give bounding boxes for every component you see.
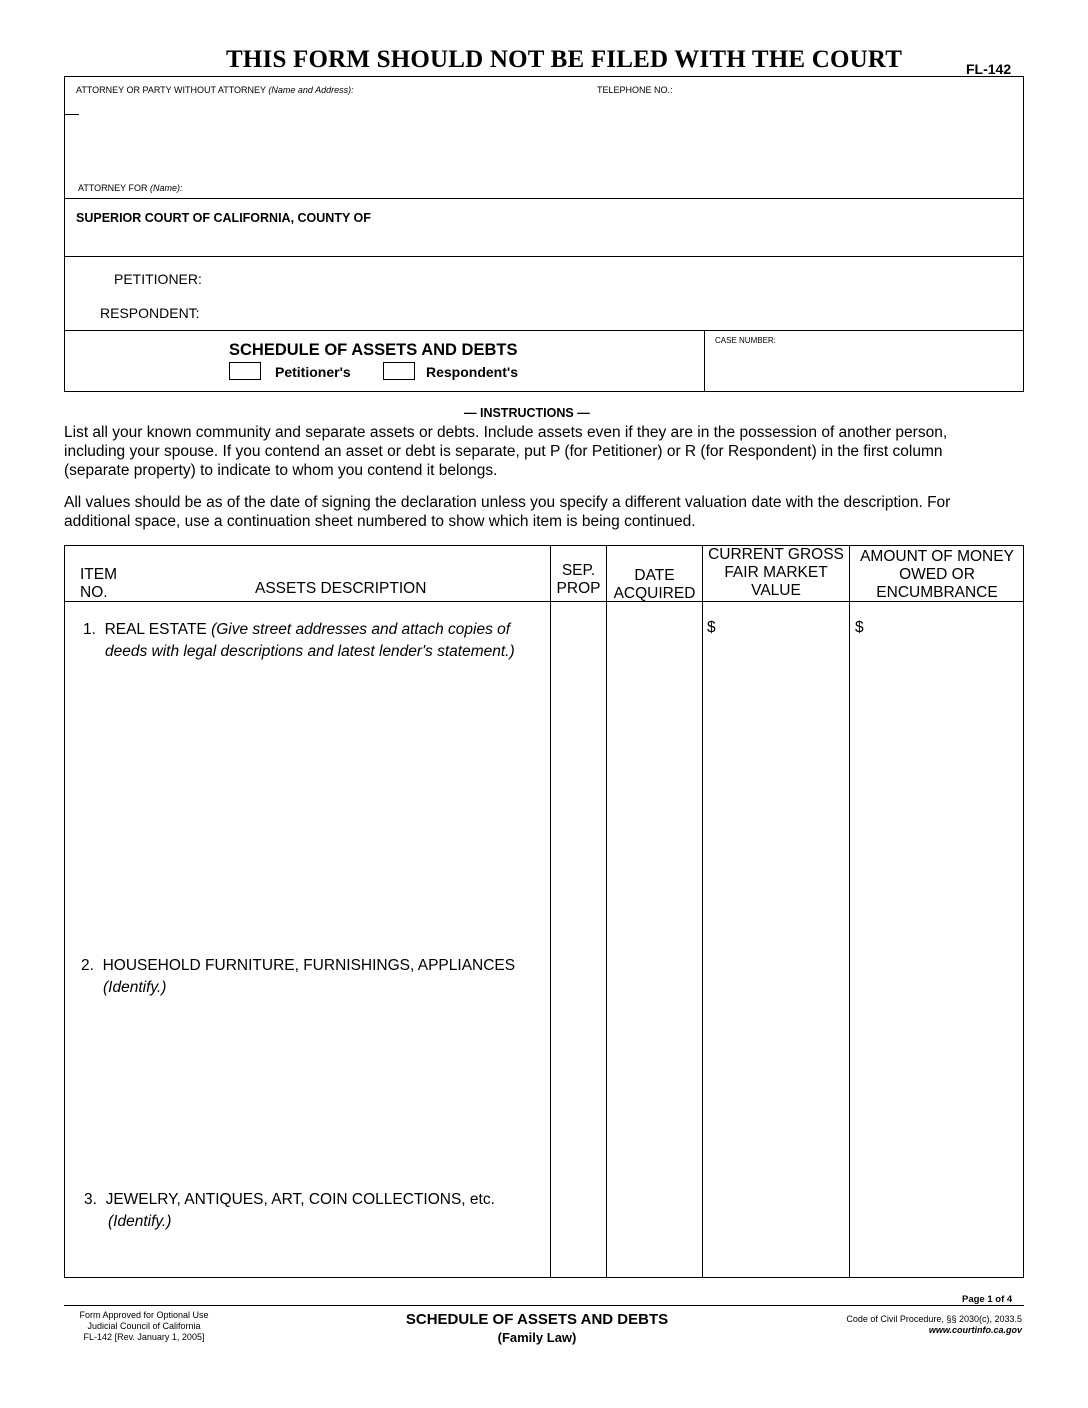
footer-divider (64, 1305, 1024, 1306)
telephone-label: TELEPHONE NO.: (597, 85, 673, 95)
respondents-checkbox[interactable] (383, 362, 415, 380)
column-divider (606, 546, 607, 1277)
respondents-label: Respondent's (426, 364, 519, 380)
assets-table (64, 545, 1024, 1278)
respondent-label: RESPONDENT: (100, 305, 200, 321)
list-item: 2. HOUSEHOLD FURNITURE, FURNISHINGS, APPLIANCES (Identify.) (81, 957, 516, 996)
caption-box (64, 76, 1024, 392)
petitioners-label: Petitioner's (275, 364, 351, 380)
petitioners-checkbox[interactable] (229, 362, 261, 380)
footer-title: SCHEDULE OF ASSETS AND DEBTS (405, 1311, 669, 1328)
list-item: 3. JEWELRY, ANTIQUES, ART, COIN COLLECTIONS, etc. (Identify.) (84, 1191, 495, 1230)
case-number-label: CASE NUMBER: (715, 336, 776, 345)
case-number-field[interactable] (713, 349, 1013, 385)
court-label: SUPERIOR COURT OF CALIFORNIA, COUNTY OF (76, 211, 371, 225)
footer-legal-reference: Code of Civil Procedure, §§ 2030(c), 2033.5 www.courtinfo.ca.gov (846, 1314, 1022, 1335)
header-assets-description: ASSETS DESCRIPTION (255, 580, 427, 597)
divider (704, 330, 705, 391)
header-amount-owed: AMOUNT OF MONEY OWED OR ENCUMBRANCE (860, 548, 1014, 601)
divider (65, 256, 1023, 257)
attorney-name-address-field[interactable] (75, 107, 955, 183)
instructions-paragraph-1: List all your known community and separate assets or debts. Include assets even if they are in the possession of another person, including your spouse. If you contend an asset or debt is separate, put P (for Petitioner) or R (for Respondent) in the first column (separate property) to indicate to whom you contend it belongs. (64, 424, 948, 479)
attorney-for-label: ATTORNEY FOR (Name): (78, 183, 183, 193)
column-divider (849, 546, 850, 1277)
petitioner-field[interactable] (215, 267, 1005, 289)
header-sep-prop: SEP. PROP (556, 562, 601, 597)
column-divider (702, 546, 703, 1277)
petitioner-label: PETITIONER: (114, 271, 202, 287)
dollar-sign: $ (707, 619, 716, 636)
dollar-sign: $ (855, 619, 864, 636)
instructions-paragraph-2: All values should be as of the date of signing the declaration unless you specify a different valuation date with the description. For additional space, use a continuation sheet numbered to show which item is being continued. (64, 494, 951, 530)
instructions-heading: — INSTRUCTIONS — (464, 406, 590, 420)
header-current-value: CURRENT GROSS FAIR MARKET VALUE (708, 546, 844, 599)
divider (65, 330, 1023, 331)
schedule-title: SCHEDULE OF ASSETS AND DEBTS (229, 341, 518, 359)
divider (65, 198, 1023, 199)
column-divider (550, 546, 551, 1277)
list-item: 1. REAL ESTATE (Give street addresses and attach copies of deeds with legal descriptions and latest lender's statement.) (83, 621, 515, 660)
footer-subtitle: (Family Law) (497, 1330, 577, 1345)
header-item-no: ITEM NO. (80, 566, 118, 601)
form-banner: THIS FORM SHOULD NOT BE FILED WITH THE COURT (226, 46, 903, 73)
header-date-acquired: DATE ACQUIRED (613, 567, 696, 602)
page-number: Page 1 of 4 (962, 1294, 1013, 1305)
footer-form-approval: Form Approved for Optional Use Judicial Council of California FL-142 [Rev. January 1, 2005] (79, 1310, 209, 1342)
respondent-field[interactable] (215, 301, 1005, 323)
form-number: FL-142 (966, 61, 1012, 77)
attorney-label: ATTORNEY OR PARTY WITHOUT ATTORNEY (Name and Address): (76, 85, 354, 95)
